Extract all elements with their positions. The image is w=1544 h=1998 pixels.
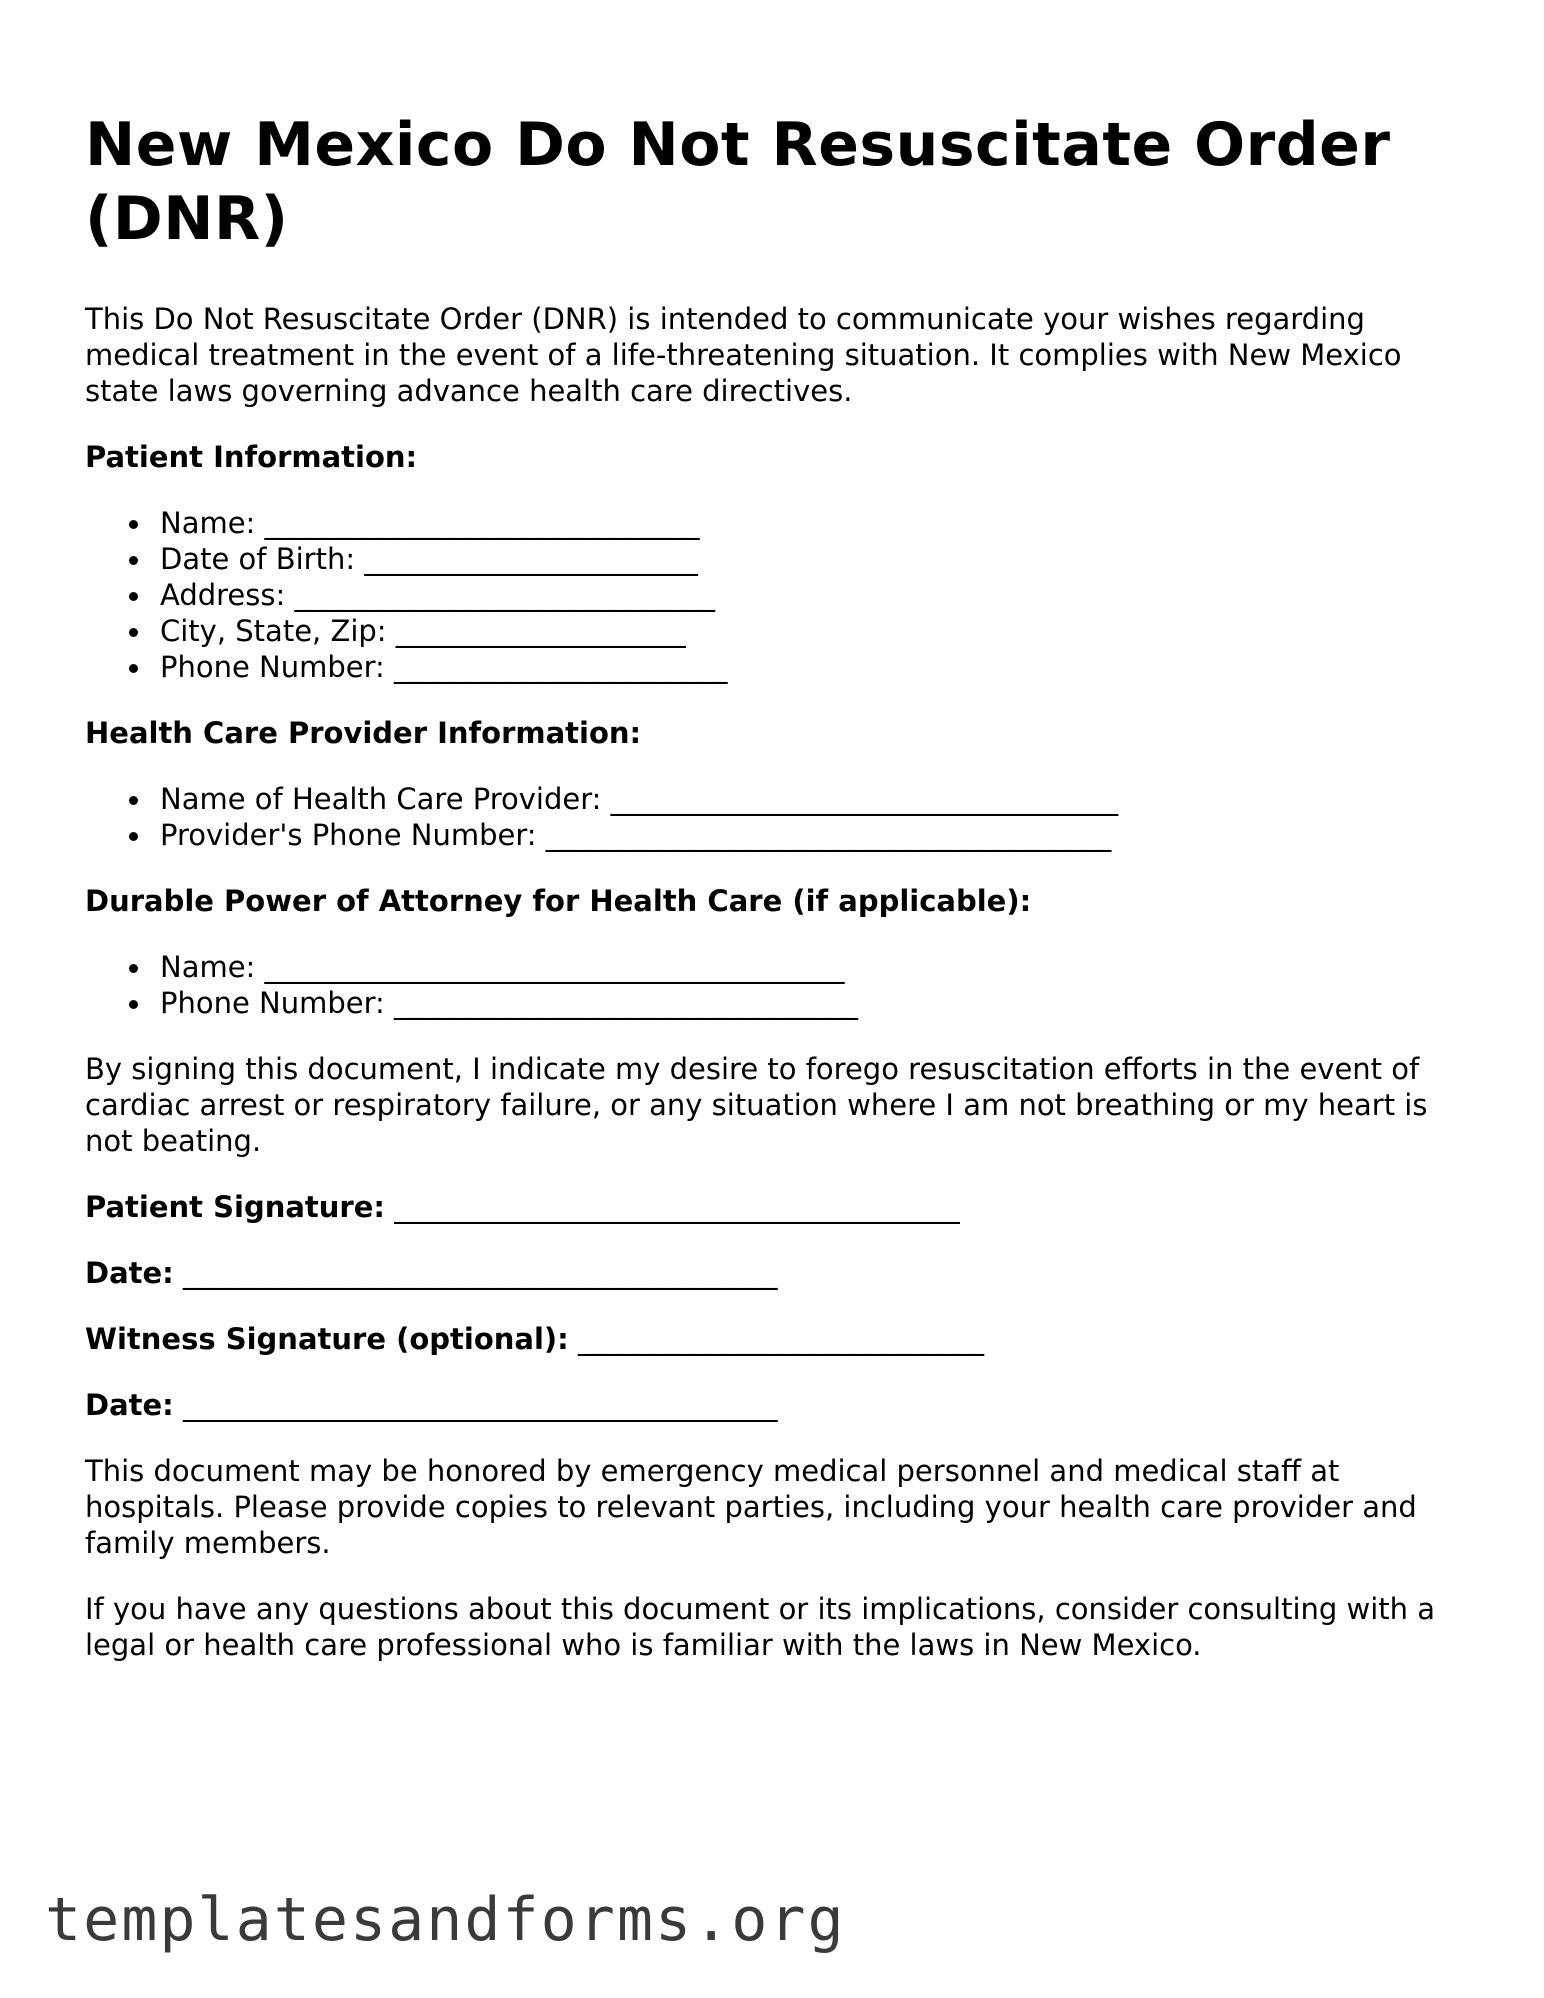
witness-date-blank: _________________________________________ xyxy=(173,1388,778,1422)
patient-dob-field: Date of Birth: _______________________ xyxy=(160,541,1465,577)
attorney-info-list xyxy=(85,949,1465,1021)
provider-info-list xyxy=(85,781,1465,853)
provider-name-field: Name of Health Care Provider: ___________________________________ xyxy=(160,781,1465,817)
witness-signature-label: Witness Signature (optional): xyxy=(85,1322,569,1356)
patient-signature-blank: _______________________________________ xyxy=(385,1190,960,1224)
patient-signature-line xyxy=(85,1189,1465,1225)
questions-note: If you have any questions about this document or its implications, consider consulting with a legal or health care professional who is familiar with the laws in New Mexico. xyxy=(85,1592,1436,1662)
witness-signature-blank: ____________________________ xyxy=(568,1322,984,1356)
patient-signature-label: Patient Signature: xyxy=(85,1190,385,1224)
attorney-section-heading: Durable Power of Attorney for Health Care (if applicable): xyxy=(85,884,1032,918)
distribution-note: This document may be honored by emergency medical personnel and medical staff at hospitals. Please provide copies to relevant parties, including your health care provider and family members. xyxy=(85,1454,1417,1560)
document-title: New Mexico Do Not Resuscitate Order (DNR) xyxy=(85,110,1391,254)
patient-info-list xyxy=(85,505,1465,685)
site-watermark: templatesandforms.org xyxy=(45,1885,846,1955)
intro-paragraph: This Do Not Resuscitate Order (DNR) is intended to communicate your wishes regarding medical treatment in the event of a life-threatening situation. It complies with New Mexico state laws governing advance health care directives. xyxy=(85,302,1402,408)
patient-city-state-zip-field: City, State, Zip: ____________________ xyxy=(160,613,1465,649)
witness-date-line xyxy=(85,1387,1465,1423)
witness-date-label: Date: xyxy=(85,1388,174,1422)
attorney-name-field: Name: ________________________________________ xyxy=(160,949,1465,985)
provider-phone-field: Provider's Phone Number: _______________________________________ xyxy=(160,817,1465,853)
witness-signature-line xyxy=(85,1321,1465,1357)
document-page xyxy=(85,108,1465,1693)
patient-date-blank: _________________________________________ xyxy=(173,1256,778,1290)
patient-section-heading: Patient Information: xyxy=(85,440,418,474)
attorney-phone-field: Phone Number: ________________________________ xyxy=(160,985,1465,1021)
patient-phone-field: Phone Number: _______________________ xyxy=(160,649,1465,685)
patient-name-field: Name: ______________________________ xyxy=(160,505,1465,541)
patient-date-label: Date: xyxy=(85,1256,174,1290)
provider-section-heading: Health Care Provider Information: xyxy=(85,716,642,750)
patient-address-field: Address: _____________________________ xyxy=(160,577,1465,613)
patient-date-line xyxy=(85,1255,1465,1291)
consent-statement: By signing this document, I indicate my desire to forego resuscitation efforts in the event of cardiac arrest or respiratory failure, or any situation where I am not breathing or my heart is not beating. xyxy=(85,1052,1428,1158)
